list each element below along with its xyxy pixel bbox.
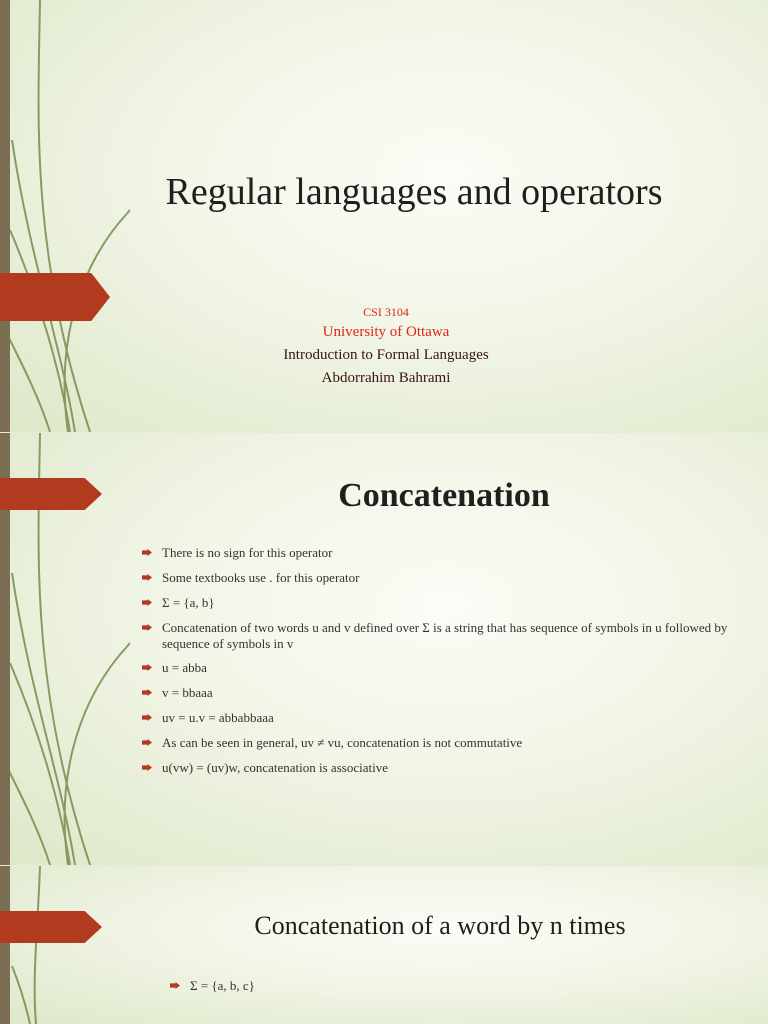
course-code: CSI 3104 [363,305,409,319]
slide-heading: Concatenation [338,477,550,514]
bullet-list [170,978,255,994]
university-name: University of Ottawa [322,324,450,340]
accent-arrow-tab [0,273,110,321]
list-item: There is no sign for this operator [142,545,742,561]
slide-title [0,0,768,432]
decorative-swirl [0,0,130,432]
list-item: Some textbooks use . for this operator [142,570,742,586]
list-item: Σ = {a, b, c} [170,978,255,994]
course-name: Introduction to Formal Languages [283,347,489,363]
author-name: Abdorrahim Bahrami [321,370,451,386]
list-item: As can be seen in general, uv ≠ vu, concatenation is not commutative [142,735,742,751]
accent-arrow-tab [0,911,102,943]
list-item: Concatenation of two words u and v defined over Σ is a string that has sequence of symbols in u followed by sequence of symbols in v [142,620,742,652]
slide-concatenation-n-times [0,866,768,1024]
slide-heading: Concatenation of a word by n times [254,911,626,940]
accent-arrow-tab [0,478,102,510]
bullet-list [142,545,742,785]
slide-concatenation [0,433,768,865]
list-item: u(vw) = (uv)w, concatenation is associative [142,760,742,776]
list-item: Σ = {a, b} [142,595,742,611]
list-item: uv = u.v = abbabbaaa [142,710,742,726]
list-item: u = abba [142,660,742,676]
slide-title-heading: Regular languages and operators [165,171,663,213]
decorative-swirl [0,866,130,1024]
list-item: v = bbaaa [142,685,742,701]
